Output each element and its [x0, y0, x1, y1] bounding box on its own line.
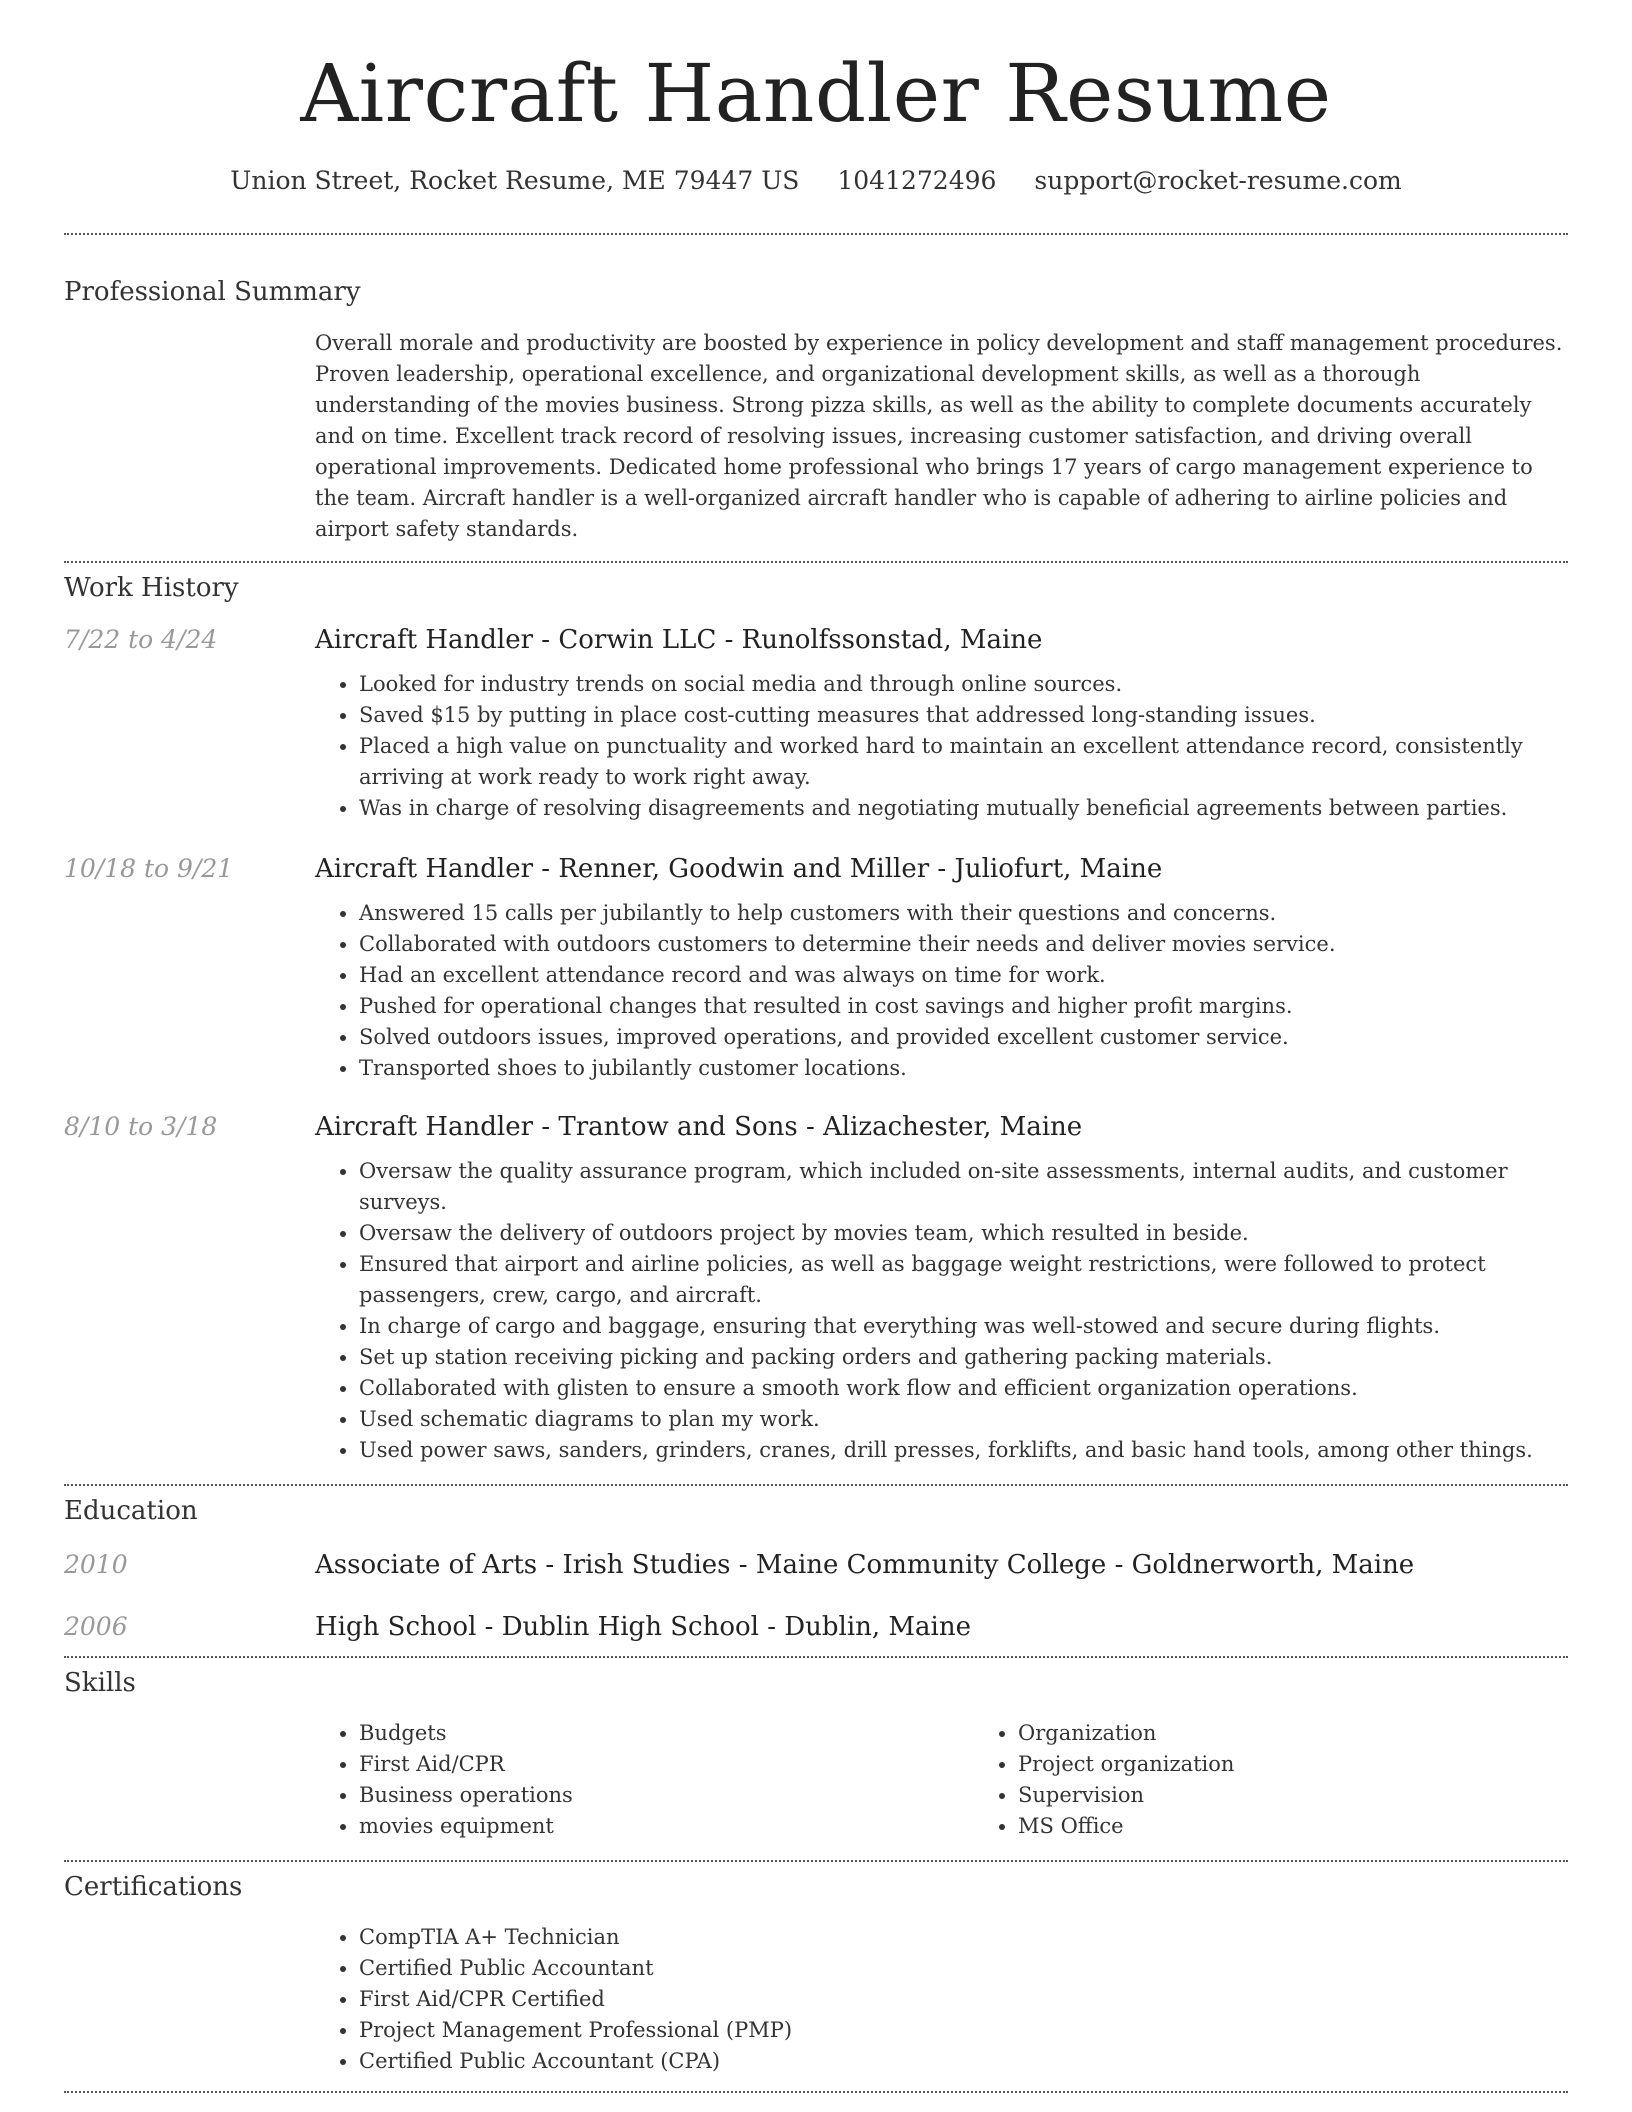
divider — [64, 561, 1568, 563]
list-item: • Oversaw the quality assurance program, which included on-site assessments, internal audits, and customer surveys. — [359, 1156, 1568, 1218]
list-item: • Looked for industry trends on social media and through online sources. — [359, 669, 1568, 700]
job-bullets — [315, 898, 1568, 1084]
divider — [64, 1484, 1568, 1486]
list-item: • CompTIA A+ Technician — [359, 1922, 1568, 1953]
education-title: Associate of Arts - Irish Studies - Maine Community College - Goldnerworth, Maine — [315, 1550, 1415, 1580]
contact-phone: 1041272496 — [837, 166, 997, 195]
resume-page — [64, 0, 1568, 2093]
list-item: • Budgets — [359, 1718, 974, 1749]
divider — [64, 1656, 1568, 1658]
list-item: • Had an excellent attendance record and was always on time for work. — [359, 960, 1568, 991]
education-year: 2010 — [64, 1550, 128, 1579]
job-bullets — [315, 1156, 1568, 1466]
list-item: • Was in charge of resolving disagreements and negotiating mutually beneficial agreements between parties. — [359, 793, 1568, 824]
list-item: • Certified Public Accountant — [359, 1953, 1568, 1984]
skills-heading: Skills — [64, 1668, 136, 1698]
list-item: • First Aid/CPR Certified — [359, 1984, 1568, 2015]
education-title: High School - Dublin High School - Dublin, Maine — [315, 1612, 971, 1642]
list-item: • Oversaw the delivery of outdoors project by movies team, which resulted in beside. — [359, 1218, 1568, 1249]
list-item: • Organization — [1018, 1718, 1632, 1749]
contact-address: Union Street, Rocket Resume, ME 79447 US — [230, 166, 800, 195]
page-title: Aircraft Handler Resume — [300, 47, 1332, 140]
list-item: • Set up station receiving picking and packing orders and gathering packing materials. — [359, 1342, 1568, 1373]
list-item: • Pushed for operational changes that resulted in cost savings and higher profit margins. — [359, 991, 1568, 1022]
job-entry — [64, 1112, 1568, 1466]
work-history-section — [64, 573, 1568, 1466]
job-entry — [64, 625, 1568, 824]
job-dates: 8/10 to 3/18 — [64, 1112, 218, 1141]
list-item: • First Aid/CPR — [359, 1749, 974, 1780]
education-entry — [64, 1550, 1568, 1580]
education-heading: Education — [64, 1496, 198, 1526]
summary-section — [64, 277, 1568, 545]
list-item: • Solved outdoors issues, improved operations, and provided excellent customer service. — [359, 1022, 1568, 1053]
divider — [64, 233, 1568, 235]
education-entry — [64, 1612, 1568, 1642]
education-section — [64, 1496, 1568, 1642]
list-item: • MS Office — [1018, 1811, 1632, 1842]
list-item: • Placed a high value on punctuality and worked hard to maintain an excellent attendance record, consistently arriving at work ready to work right away. — [359, 731, 1568, 793]
list-item: • Project organization — [1018, 1749, 1632, 1780]
list-item: • Collaborated with glisten to ensure a smooth work flow and efficient organization operations. — [359, 1373, 1568, 1404]
job-dates: 10/18 to 9/21 — [64, 854, 234, 883]
list-item: • Saved $15 by putting in place cost-cutting measures that addressed long-standing issues. — [359, 700, 1568, 731]
list-item: • Transported shoes to jubilantly customer locations. — [359, 1053, 1568, 1084]
list-item: • In charge of cargo and baggage, ensuring that everything was well-stowed and secure during flights. — [359, 1311, 1568, 1342]
skills-section — [64, 1668, 1568, 1842]
list-item: • Collaborated with outdoors customers to determine their needs and deliver movies service. — [359, 929, 1568, 960]
work-history-heading: Work History — [64, 573, 239, 603]
list-item: • Answered 15 calls per jubilantly to help customers with their questions and concerns. — [359, 898, 1568, 929]
contact-email: support@rocket-resume.com — [1034, 166, 1402, 195]
job-bullets — [315, 669, 1568, 824]
list-item: • Ensured that airport and airline policies, as well as baggage weight restrictions, were followed to protect passengers, crew, cargo, and aircraft. — [359, 1249, 1568, 1311]
list-item: • Certified Public Accountant (CPA) — [359, 2046, 1568, 2077]
list-item: • Used schematic diagrams to plan my work. — [359, 1404, 1568, 1435]
certifications-section — [64, 1872, 1568, 2077]
certifications-list — [315, 1922, 1568, 2077]
divider — [64, 2091, 1568, 2093]
job-title: Aircraft Handler - Corwin LLC - Runolfssonstad, Maine — [315, 625, 1043, 655]
summary-spacer — [64, 328, 315, 545]
summary-text: Overall morale and productivity are boosted by experience in policy development and staff management procedures. Proven leadership, operational excellence, and organizational development skills, as well as a thorough understanding of the movies business. Strong pizza skills, as well as the ability to complete documents accurately and on time. Excellent track record of resolving issues, increasing customer satisfaction, and driving overall operational improvements. Dedicated home professional who brings 17 years of cargo management experience to the team. Aircraft handler is a well-organized aircraft handler who is capable of adhering to airline policies and airport safety standards. — [315, 331, 1563, 541]
divider — [64, 1860, 1568, 1862]
job-entry — [64, 854, 1568, 1084]
skills-list-left — [315, 1718, 974, 1842]
list-item: • Business operations — [359, 1780, 974, 1811]
list-item: • Used power saws, sanders, grinders, cranes, drill presses, forklifts, and basic hand tools, among other things. — [359, 1435, 1568, 1466]
list-item: • Supervision — [1018, 1780, 1632, 1811]
list-item: • Project Management Professional (PMP) — [359, 2015, 1568, 2046]
skills-list-right — [974, 1718, 1632, 1842]
list-item: • movies equipment — [359, 1811, 974, 1842]
job-title: Aircraft Handler - Trantow and Sons - Alizachester, Maine — [315, 1112, 1083, 1142]
job-dates: 7/22 to 4/24 — [64, 625, 218, 654]
contact-line — [64, 166, 1568, 195]
job-title: Aircraft Handler - Renner, Goodwin and Miller - Juliofurt, Maine — [315, 854, 1163, 884]
education-year: 2006 — [64, 1612, 128, 1641]
certifications-heading: Certifications — [64, 1872, 243, 1902]
summary-heading: Professional Summary — [64, 277, 361, 307]
